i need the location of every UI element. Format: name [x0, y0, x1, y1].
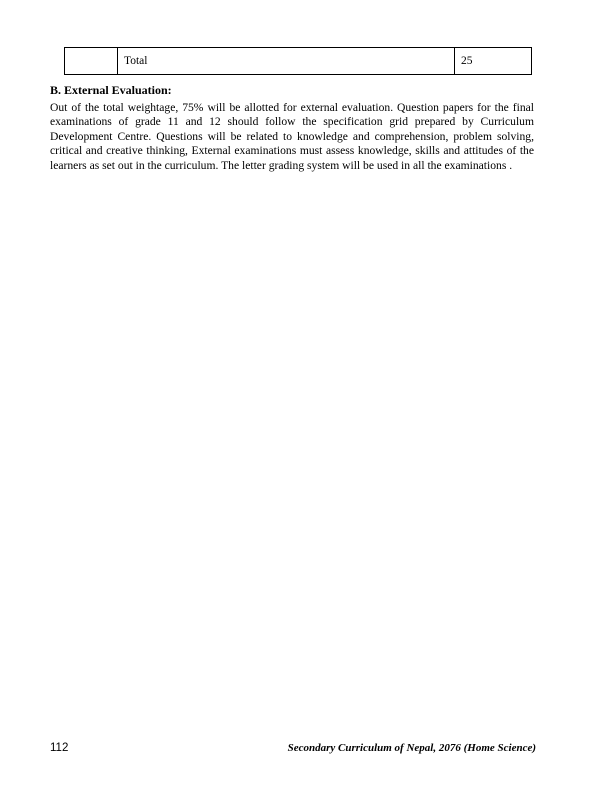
table-cell-total-value: 25 [455, 48, 532, 75]
section-paragraph: Out of the total weightage, 75% will be allotted for external evaluation. Question papers for the final examinations of grade 11 and 12 should follow the specification grid prepared by Curriculum Development Centre. Questions will be related to knowledge and comprehension, problem solving, critical and creative thinking, External examinations must assess knowledge, skills and attitudes of the learners as set out in the curriculum. The letter grading system will be used in all the examinations . [50, 101, 534, 172]
section-heading: B. External Evaluation: [50, 83, 172, 97]
total-table [64, 47, 532, 75]
table-row [65, 48, 532, 75]
page-number: 112 [50, 742, 69, 754]
running-footer-title: Secondary Curriculum of Nepal, 2076 (Home Science) [287, 742, 536, 754]
table-cell-sn [65, 48, 118, 75]
table-cell-total-label: Total [118, 48, 455, 75]
